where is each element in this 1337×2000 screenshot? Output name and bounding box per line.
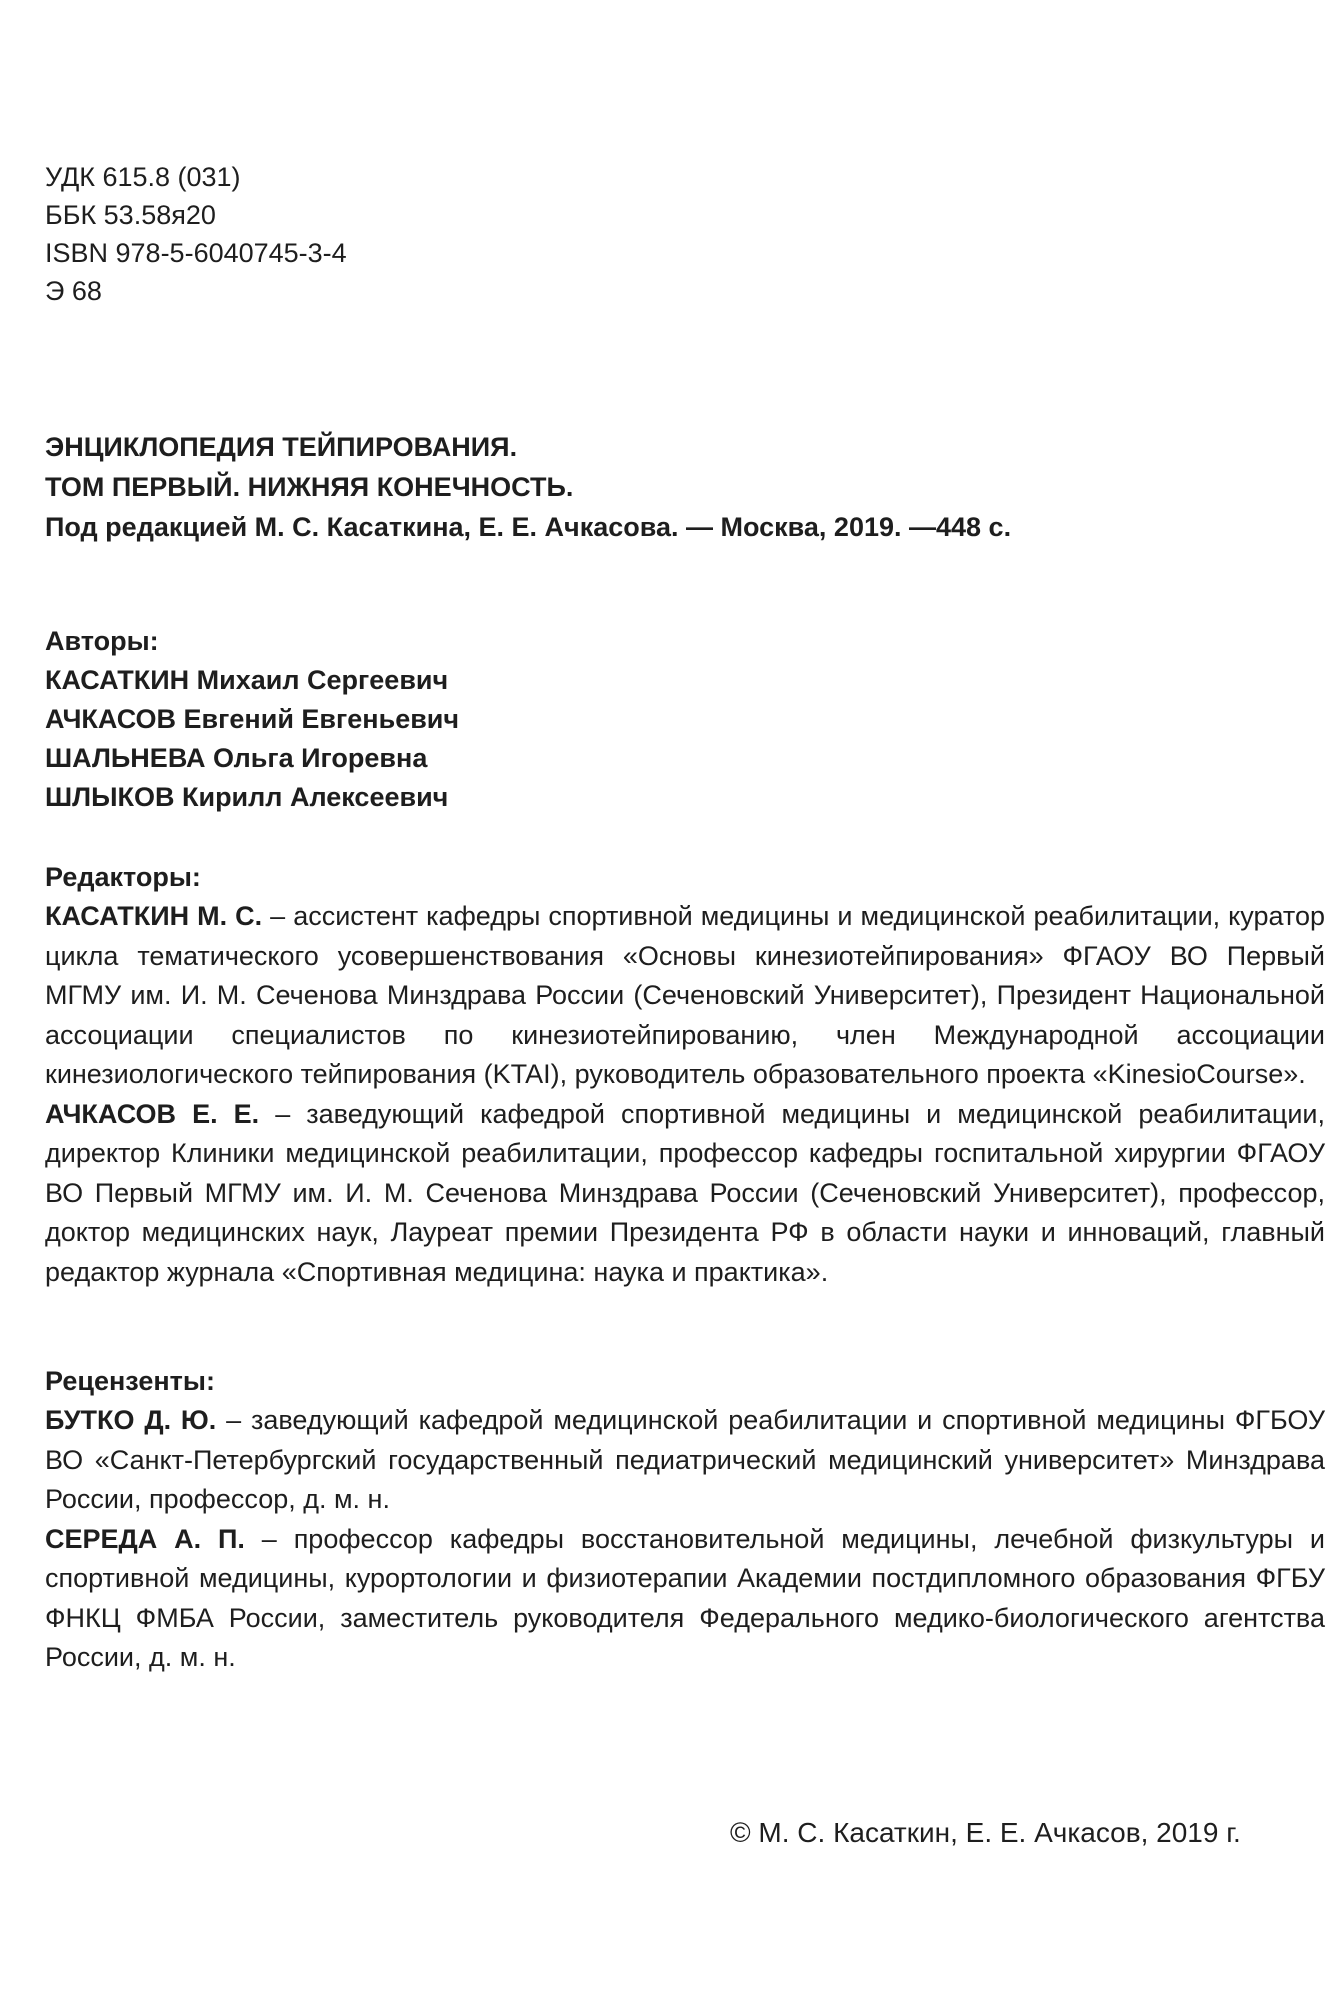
bibliographic-codes bbox=[45, 158, 347, 310]
editor-entry bbox=[45, 897, 1325, 1095]
reviewers-section bbox=[45, 1362, 1325, 1678]
reviewer-description: – заведующий кафедрой медицинской реабилитации и спортивной медицины ФГБОУ ВО «Санкт-Петербургский государственный педиатрический медицинский университет» Минздрава России, профессор, д. м. н. bbox=[45, 1405, 1325, 1514]
book-title: ЭНЦИКЛОПЕДИЯ ТЕЙПИРОВАНИЯ. bbox=[45, 432, 518, 462]
author-name: АЧКАСОВ Евгений Евгеньевич bbox=[45, 704, 460, 734]
reviewer-entry bbox=[45, 1520, 1325, 1678]
reviewer-entry bbox=[45, 1401, 1325, 1520]
publication-info: Под редакцией М. С. Касаткина, Е. Е. Ачкасова. — Москва, 2019. —448 с. bbox=[45, 512, 1012, 542]
editors-section bbox=[45, 858, 1325, 1292]
editor-name: АЧКАСОВ Е. Е. bbox=[45, 1098, 260, 1129]
authors-section bbox=[45, 622, 459, 817]
editor-description: – ассистент кафедры спортивной медицины и медицинской реабилитации, куратор цикла тематического усовершенствования «Основы кинезиотейпирования» ФГАОУ ВО Первый МГМУ им. И. М. Сеченова Минздрава России (Сеченовский Университет), Президент Национальной ассоциации специалистов по кинезиотейпированию, член Международной ассоциации кинезиологического тейпирования (KTAI), руководитель образовательного проекта «KinesioCourse». bbox=[45, 901, 1325, 1089]
reviewers-heading: Рецензенты: bbox=[45, 1366, 215, 1396]
author-name: ШЛЫКОВ Кирилл Алексеевич bbox=[45, 782, 449, 812]
editor-description: – заведующий кафедрой спортивной медицины и медицинской реабилитации, директор Клиники медицинской реабилитации, профессор кафедры госпитальной хирургии ФГАОУ ВО Первый МГМУ им. И. М. Сеченова Минздрава России (Сеченовский Университет), профессор, доктор медицинских наук, Лауреат премии Президента РФ в области науки и инноваций, главный редактор журнала «Спортивная медицина: наука и практика». bbox=[45, 1098, 1325, 1287]
book-volume-title: ТОМ ПЕРВЫЙ. НИЖНЯЯ КОНЕЧНОСТЬ. bbox=[45, 472, 574, 502]
reviewer-description: – профессор кафедры восстановительной медицины, лечебной физкультуры и спортивной медицины, курортологии и физиотерапии Академии постдипломного образования ФГБУ ФНКЦ ФМБА России, заместитель руководителя Федерального медико-биологического агентства России, д. м. н. bbox=[45, 1523, 1325, 1672]
author-list bbox=[45, 661, 459, 817]
author-name: ШАЛЬНЕВА Ольга Игоревна bbox=[45, 743, 428, 773]
isbn-code: ISBN 978-5-6040745-3-4 bbox=[45, 238, 347, 268]
copyright-notice: © М. С. Касаткин, Е. Е. Ачкасов, 2019 г. bbox=[730, 1817, 1241, 1848]
editors-heading: Редакторы: bbox=[45, 862, 201, 892]
reviewer-name: СЕРЕДА А. П. bbox=[45, 1523, 245, 1554]
authors-heading: Авторы: bbox=[45, 626, 159, 656]
udk-code: УДК 615.8 (031) bbox=[45, 162, 241, 192]
reviewer-name: БУТКО Д. Ю. bbox=[45, 1405, 217, 1435]
bbk-code: ББК 53.58я20 bbox=[45, 200, 216, 230]
editor-name: КАСАТКИН М. С. bbox=[45, 901, 263, 931]
book-title-block bbox=[45, 427, 1011, 547]
author-mark-code: Э 68 bbox=[45, 276, 102, 306]
editor-entry bbox=[45, 1095, 1325, 1293]
author-name: КАСАТКИН Михаил Сергеевич bbox=[45, 665, 449, 695]
